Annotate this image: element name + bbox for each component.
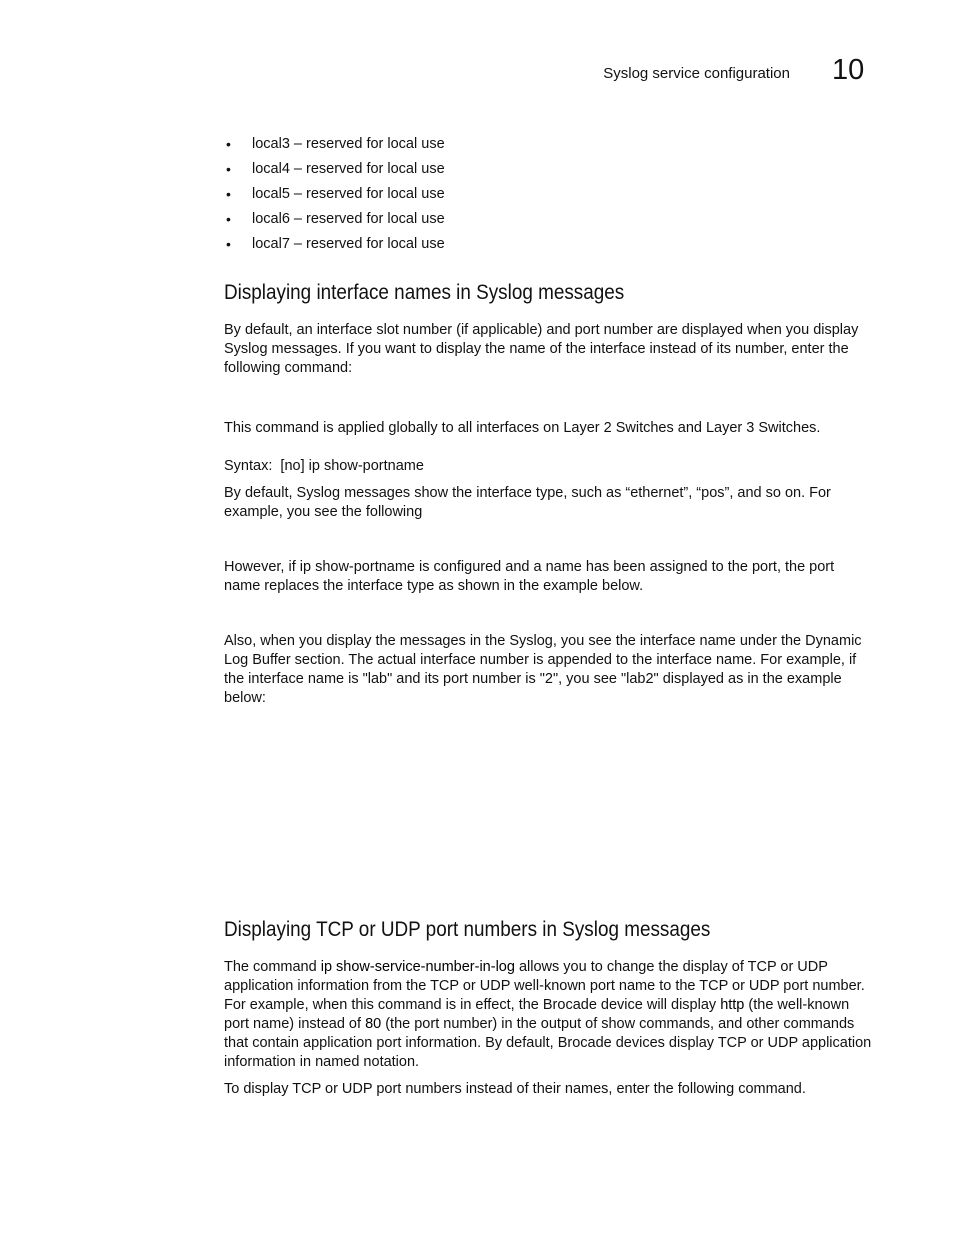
syntax-bracket: [ [280, 458, 285, 474]
command-name: ip show-service-number-in-log [320, 959, 515, 975]
syntax-keyword: no [284, 458, 301, 474]
section-heading: Displaying TCP or UDP port numbers in Syslog messages [224, 918, 711, 941]
syntax-command: ip show-portname [308, 458, 424, 474]
section-heading: Displaying interface names in Syslog messages [224, 281, 625, 304]
paragraph: To display TCP or UDP port numbers instead of their names, enter the following command. [224, 1081, 806, 1097]
list-item: • local3 – reserved for local use [224, 135, 864, 160]
syntax-bracket: ] [300, 458, 305, 474]
list-item: • local4 – reserved for local use [224, 160, 864, 185]
port-name: http [720, 997, 745, 1013]
text-run: allows you to change the display of TCP or UDP application information from the TCP or UDP well-known port name to the TCP or UDP port number. For example, when this command is in effect, the Brocade device will display [224, 959, 865, 1013]
list-item: • local6 – reserved for local use [224, 210, 864, 235]
paragraph [224, 958, 872, 1072]
list-item: • local5 – reserved for local use [224, 185, 864, 210]
paragraph: This command is applied globally to all interfaces on Layer 2 Switches and Layer 3 Switches. [224, 420, 821, 436]
text-run: (the port number) in the output of show commands, and other commands that contain application port information. By default, Brocade devices display TCP or UDP application information in named notation. [224, 1016, 872, 1070]
bullet-list [224, 135, 864, 260]
syntax-label: Syntax: [224, 458, 273, 474]
chapter-number: 10 [832, 54, 865, 86]
text-run: (the well-known port name) instead of [224, 997, 850, 1032]
syntax-line [224, 457, 872, 476]
section-title: Syslog service configuration [603, 65, 790, 82]
text-run: The command [224, 959, 321, 975]
list-item: • local7 – reserved for local use [224, 235, 864, 260]
paragraph: By default, an interface slot number (if applicable) and port number are displayed when you display Syslog messages. If you want to display the name of the interface instead of its number, enter the following command: [224, 322, 859, 376]
paragraph: However, if ip show-portname is configured and a name has been assigned to the port, the port name replaces the interface type as shown in the example below. [224, 559, 835, 594]
port-number: 80 [365, 1016, 382, 1032]
paragraph: Also, when you display the messages in the Syslog, you see the interface name under the Dynamic Log Buffer section. The actual interface number is appended to the interface name. For example, if the interface name is "lab" and its port number is "2", you see "lab2" displayed as in the example below: [224, 633, 862, 706]
paragraph: By default, Syslog messages show the interface type, such as “ethernet”, “pos”, and so on. For example, you see the following [224, 485, 831, 520]
